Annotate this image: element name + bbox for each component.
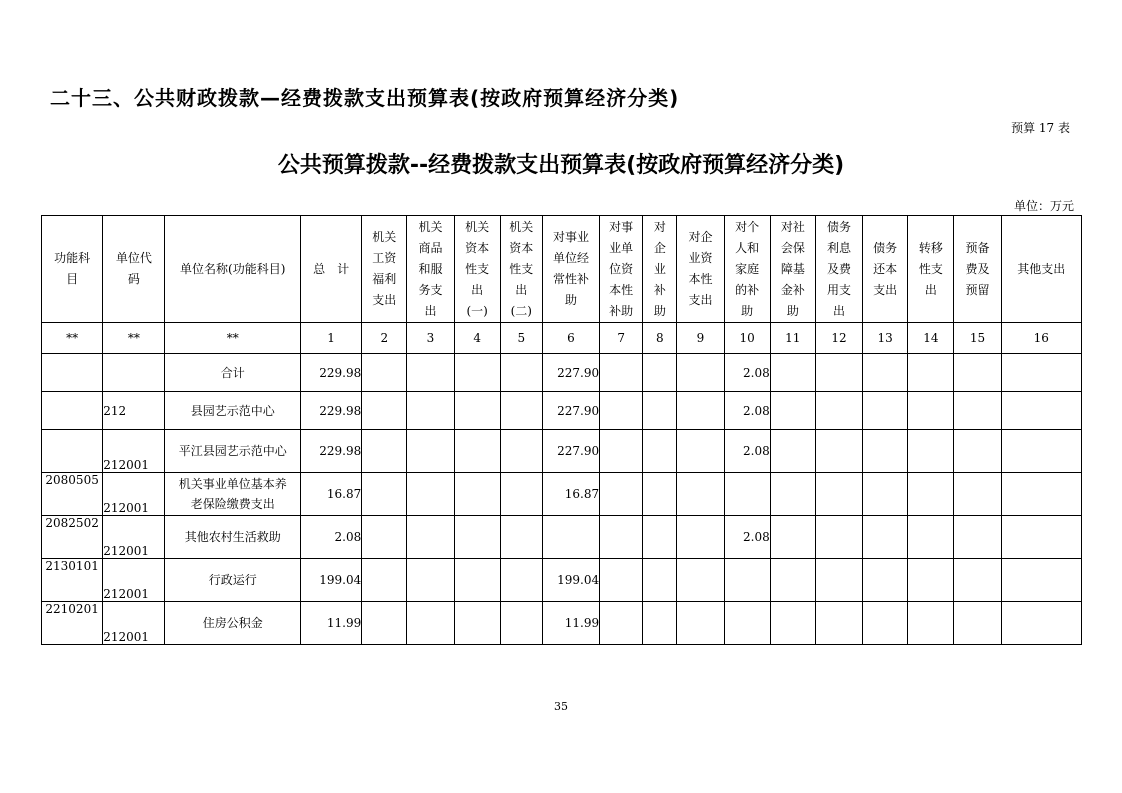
value-cell [1001, 473, 1081, 516]
value-cell [908, 354, 954, 392]
column-header: 对个 人和 家庭 的补 助 [724, 216, 770, 323]
column-index: 14 [908, 323, 954, 354]
value-cell [815, 473, 862, 516]
value-cell [908, 516, 954, 559]
column-index: 6 [542, 323, 599, 354]
column-header: 债务 利息 及费 用支 出 [815, 216, 862, 323]
value-cell [770, 473, 815, 516]
value-cell [643, 354, 677, 392]
value-cell [362, 430, 407, 473]
function-code-cell: 2082502 [42, 516, 103, 559]
table-row [42, 473, 1082, 516]
column-index: 1 [300, 323, 361, 354]
value-cell [1001, 354, 1081, 392]
value-cell [407, 354, 454, 392]
value-cell [500, 392, 542, 430]
value-cell [454, 602, 500, 645]
value-cell [677, 473, 724, 516]
value-cell [908, 559, 954, 602]
value-cell [908, 430, 954, 473]
value-cell [407, 430, 454, 473]
value-cell [863, 430, 908, 473]
column-header: 对社 会保 障基 金补 助 [770, 216, 815, 323]
unit-code-cell: 212001 [103, 602, 165, 645]
value-cell [770, 559, 815, 602]
column-header: 其他支出 [1001, 216, 1081, 323]
column-index: 11 [770, 323, 815, 354]
value-cell [1001, 559, 1081, 602]
value-cell [407, 392, 454, 430]
value-cell [407, 516, 454, 559]
table-row [42, 392, 1082, 430]
value-cell [362, 559, 407, 602]
column-index: 12 [815, 323, 862, 354]
table-row [42, 602, 1082, 645]
value-cell [770, 430, 815, 473]
unit-label: 单位：万元 [1013, 199, 1074, 213]
value-cell [600, 473, 643, 516]
value-cell [677, 602, 724, 645]
header-row [42, 216, 1082, 323]
value-cell [954, 354, 1001, 392]
column-header: 机关 商品 和服 务支 出 [407, 216, 454, 323]
function-code-cell [42, 430, 103, 473]
unit-code-cell: 212 [103, 392, 165, 430]
value-cell [600, 354, 643, 392]
function-code-cell: 2210201 [42, 602, 103, 645]
total-cell: 229.98 [300, 354, 361, 392]
value-cell [643, 430, 677, 473]
value-cell: 2.08 [724, 430, 770, 473]
column-index: ** [103, 323, 165, 354]
value-cell [643, 602, 677, 645]
column-index: ** [165, 323, 301, 354]
value-cell [863, 516, 908, 559]
value-cell [770, 602, 815, 645]
value-cell [600, 516, 643, 559]
table-row [42, 354, 1082, 392]
value-cell [954, 602, 1001, 645]
total-cell: 11.99 [300, 602, 361, 645]
value-cell [724, 559, 770, 602]
column-index: 9 [677, 323, 724, 354]
function-code-cell [42, 392, 103, 430]
column-index: 3 [407, 323, 454, 354]
value-cell [863, 392, 908, 430]
function-code-cell: 2130101 [42, 559, 103, 602]
value-cell [770, 516, 815, 559]
column-header: 机关 工资 福利 支出 [362, 216, 407, 323]
value-cell [600, 559, 643, 602]
value-cell [863, 602, 908, 645]
total-cell: 229.98 [300, 430, 361, 473]
value-cell: 2.08 [724, 516, 770, 559]
function-code-cell: 2080505 [42, 473, 103, 516]
unit-code-cell: 212001 [103, 559, 165, 602]
total-cell: 2.08 [300, 516, 361, 559]
value-cell [454, 354, 500, 392]
value-cell: 2.08 [724, 392, 770, 430]
value-cell [500, 559, 542, 602]
unit-code-cell [103, 354, 165, 392]
column-index: 7 [600, 323, 643, 354]
unit-name-cell: 其他农村生活救助 [165, 516, 301, 559]
column-header: 预备 费及 预留 [954, 216, 1001, 323]
column-header: 总 计 [300, 216, 361, 323]
value-cell: 16.87 [542, 473, 599, 516]
table-title: 公共预算拨款--经费拨款支出预算表(按政府预算经济分类) [277, 153, 845, 178]
column-header: 对事 业单 位资 本性 补助 [600, 216, 643, 323]
unit-name-cell: 合计 [165, 354, 301, 392]
value-cell [908, 392, 954, 430]
unit-name-cell: 住房公积金 [165, 602, 301, 645]
value-cell [454, 392, 500, 430]
value-cell [500, 602, 542, 645]
table-number: 预算 17 表 [1011, 121, 1070, 135]
total-cell: 229.98 [300, 392, 361, 430]
value-cell [1001, 516, 1081, 559]
value-cell [643, 559, 677, 602]
value-cell [500, 473, 542, 516]
column-index: 8 [643, 323, 677, 354]
table-row [42, 430, 1082, 473]
value-cell [815, 559, 862, 602]
column-header: 单位名称(功能科目) [165, 216, 301, 323]
value-cell: 199.04 [542, 559, 599, 602]
column-index: 15 [954, 323, 1001, 354]
value-cell [362, 602, 407, 645]
value-cell [600, 430, 643, 473]
column-header: 机关 资本 性支 出 (一) [454, 216, 500, 323]
value-cell [677, 430, 724, 473]
unit-name-cell: 平江县园艺示范中心 [165, 430, 301, 473]
value-cell [1001, 602, 1081, 645]
value-cell [643, 516, 677, 559]
value-cell [815, 354, 862, 392]
table-row [42, 516, 1082, 559]
value-cell [954, 392, 1001, 430]
value-cell [863, 473, 908, 516]
value-cell [954, 516, 1001, 559]
value-cell [677, 354, 724, 392]
column-index: 2 [362, 323, 407, 354]
value-cell [600, 602, 643, 645]
value-cell [407, 473, 454, 516]
column-header: 对企 业资 本性 支出 [677, 216, 724, 323]
column-index: 10 [724, 323, 770, 354]
column-header: 对事业 单位经 常性补 助 [542, 216, 599, 323]
budget-table [41, 215, 1082, 645]
value-cell [407, 602, 454, 645]
value-cell [815, 392, 862, 430]
column-index: ** [42, 323, 103, 354]
value-cell: 227.90 [542, 430, 599, 473]
value-cell [908, 602, 954, 645]
value-cell [500, 516, 542, 559]
value-cell [1001, 392, 1081, 430]
unit-code-cell: 212001 [103, 516, 165, 559]
value-cell: 227.90 [542, 392, 599, 430]
value-cell [362, 473, 407, 516]
table-row [42, 559, 1082, 602]
value-cell [362, 392, 407, 430]
column-index: 4 [454, 323, 500, 354]
unit-name-cell: 行政运行 [165, 559, 301, 602]
function-code-cell [42, 354, 103, 392]
value-cell [677, 559, 724, 602]
value-cell [454, 430, 500, 473]
unit-code-cell: 212001 [103, 430, 165, 473]
value-cell [643, 392, 677, 430]
value-cell [500, 354, 542, 392]
column-index: 5 [500, 323, 542, 354]
value-cell: 2.08 [724, 354, 770, 392]
value-cell [815, 602, 862, 645]
value-cell [600, 392, 643, 430]
column-index: 16 [1001, 323, 1081, 354]
value-cell [542, 516, 599, 559]
value-cell [954, 473, 1001, 516]
value-cell [454, 516, 500, 559]
value-cell [815, 430, 862, 473]
column-header: 机关 资本 性支 出 (二) [500, 216, 542, 323]
column-header: 对 企 业 补 助 [643, 216, 677, 323]
unit-name-cell: 机关事业单位基本养 老保险缴费支出 [165, 473, 301, 516]
column-header: 功能科 目 [42, 216, 103, 323]
value-cell [724, 473, 770, 516]
value-cell [770, 354, 815, 392]
value-cell [724, 602, 770, 645]
value-cell [954, 430, 1001, 473]
value-cell [677, 516, 724, 559]
value-cell [954, 559, 1001, 602]
value-cell [362, 516, 407, 559]
column-index-row [42, 323, 1082, 354]
value-cell [677, 392, 724, 430]
value-cell [362, 354, 407, 392]
value-cell [500, 430, 542, 473]
value-cell [643, 473, 677, 516]
value-cell: 11.99 [542, 602, 599, 645]
value-cell [454, 559, 500, 602]
value-cell [454, 473, 500, 516]
value-cell [908, 473, 954, 516]
value-cell [770, 392, 815, 430]
value-cell [1001, 430, 1081, 473]
page-number: 35 [554, 700, 568, 713]
total-cell: 199.04 [300, 559, 361, 602]
value-cell [407, 559, 454, 602]
value-cell [815, 516, 862, 559]
column-index: 13 [863, 323, 908, 354]
section-title: 二十三、公共财政拨款—经费拨款支出预算表(按政府预算经济分类) [50, 86, 680, 110]
column-header: 转移 性支 出 [908, 216, 954, 323]
value-cell [863, 559, 908, 602]
unit-code-cell: 212001 [103, 473, 165, 516]
total-cell: 16.87 [300, 473, 361, 516]
value-cell [863, 354, 908, 392]
column-header: 单位代 码 [103, 216, 165, 323]
value-cell: 227.90 [542, 354, 599, 392]
unit-name-cell: 县园艺示范中心 [165, 392, 301, 430]
column-header: 债务 还本 支出 [863, 216, 908, 323]
